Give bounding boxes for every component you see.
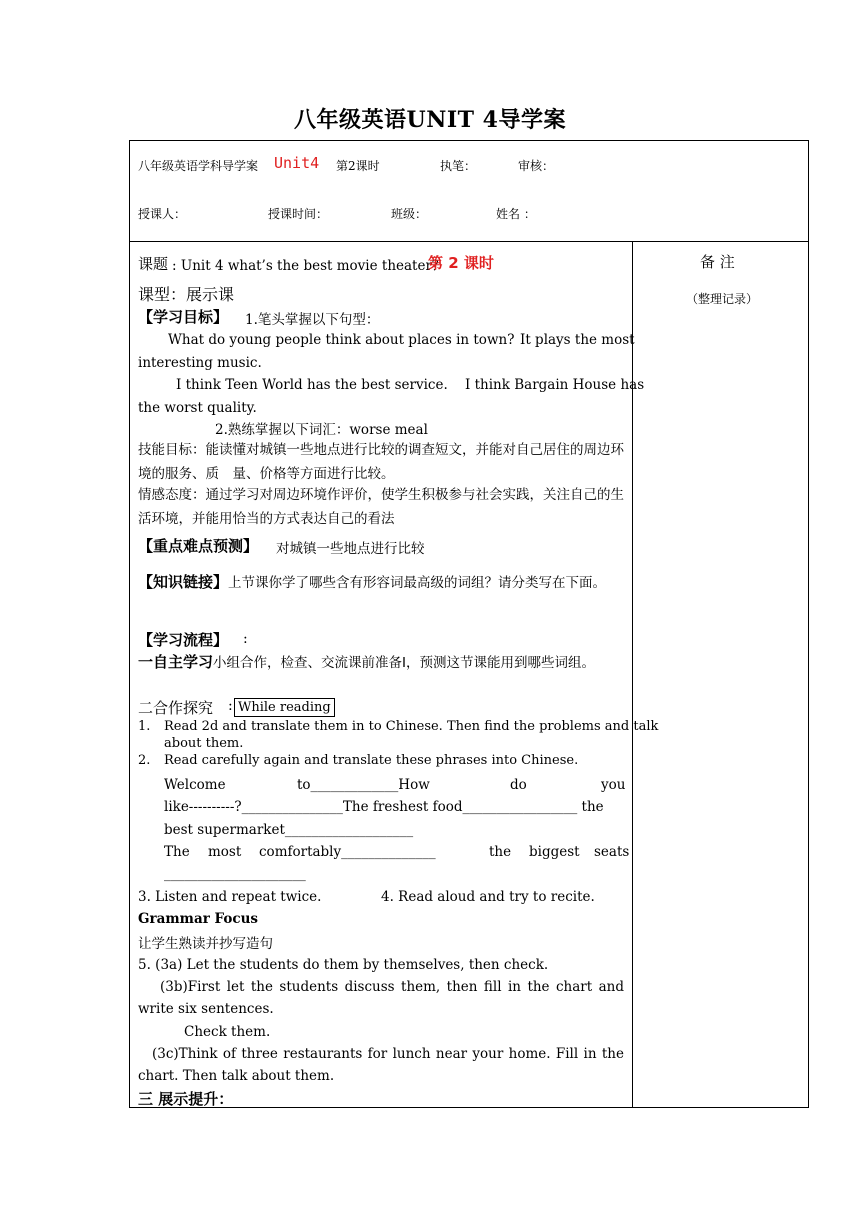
item1-cont: about them.: [164, 736, 244, 751]
item2-num: 2.: [138, 753, 151, 768]
remarks-title: 备 注: [700, 253, 735, 271]
phrase-seats: seats: [594, 844, 630, 860]
phrase-welcome: Welcome: [164, 777, 226, 793]
phrase-the2: the: [489, 844, 512, 860]
phrase-biggest: biggest: [529, 844, 580, 860]
header-writer: 执笔：: [440, 159, 477, 173]
phrase-you: you: [601, 777, 626, 793]
sentence-1b: It plays the most: [520, 332, 635, 348]
phrase-best: best supermarket___________________: [164, 822, 414, 838]
process-label: 【学习流程】: [138, 631, 229, 649]
while-reading-box: While reading: [234, 698, 335, 717]
sentence-2b: I think Bargain House has: [465, 377, 645, 393]
grammar-cn: 让学生熟读并抄写造句: [138, 936, 273, 952]
goal-label: 【学习目标】: [138, 308, 229, 326]
goal-1: 1.笔头掌握以下句型：: [245, 312, 380, 328]
header-reviewer: 审核：: [518, 159, 555, 173]
column-divider: [632, 241, 633, 1107]
sentence-1c: interesting music.: [138, 355, 262, 371]
phrase-comf: comfortably______________: [259, 844, 436, 860]
header-lesson: 第2课时: [336, 159, 380, 173]
coop-label: 二合作探究: [138, 699, 214, 717]
item4: 4. Read aloud and try to recite.: [381, 889, 595, 905]
header-divider: [130, 241, 808, 242]
coop-colon: :: [228, 698, 233, 714]
sentence-2a: I think Teen World has the best service.: [176, 377, 448, 393]
attitude-goal: 情感态度：通过学习对周边环境作评价，使学生积极参与社会实践，关注自己的生活环境，并能用恰当的方式表达自己的看法: [138, 487, 624, 527]
lesson-type: 课型：展示课: [138, 285, 235, 304]
item2-text: Read carefully again and translate these phrases into Chinese.: [164, 753, 579, 768]
header-unit: Unit4: [274, 154, 320, 172]
header-teacher: 授课人：: [138, 207, 187, 221]
phrase-like: like----------?_______________The freshest food_________________ the: [164, 799, 604, 815]
phrase-blank: _____________________: [164, 866, 306, 882]
header-class: 班级：: [391, 207, 428, 221]
process-colon: :: [243, 631, 248, 647]
self-study: [138, 650, 624, 675]
item-3c: (3c)Think of three restaurants for lunch near your home. Fill in the chart. Then talk about them.: [138, 1046, 624, 1084]
item-3b: (3b)First let the students discuss them, then fill in the chart and write six sentences.: [138, 979, 624, 1017]
topic-label: 课题: [138, 255, 169, 273]
phrase-most: most: [208, 844, 242, 860]
grammar-focus: Grammar Focus: [138, 911, 259, 927]
phrase-do: do: [510, 777, 527, 793]
sentence-1a: What do young people think about places in town?: [168, 332, 515, 348]
header-name: 姓名 ：: [496, 207, 536, 221]
key-label: 【重点难点预测】: [138, 537, 259, 555]
show-section: 三 展示提升：: [138, 1090, 234, 1108]
goal-2: 2.熟练掌握以下词汇：worse meal: [215, 422, 428, 438]
topic-text: : Unit 4 what’s the best movie theater？: [172, 258, 446, 274]
phrase-to: to_____________How: [297, 777, 430, 793]
item5: 5. (3a) Let the students do them by themselves, then check.: [138, 957, 549, 973]
phrase-the: The: [164, 844, 190, 860]
sentence-2c: the worst quality.: [138, 400, 257, 416]
item1-text: Read 2d and translate them in to Chinese. Then find the problems and talk: [164, 719, 659, 734]
link-label: 【知识链接】: [138, 573, 229, 591]
key-text: 对城镇一些地点进行比较: [276, 541, 425, 557]
knowledge-link: [138, 567, 624, 598]
self-text: 小组合作，检查、交流课前准备Ⅰ，预测这节课能用到哪些词组。: [213, 655, 595, 671]
link-text: 上节课你学了哪些含有形容词最高级的词组？请分类写在下面。: [228, 575, 607, 591]
topic-lesson: 第 2 课时: [428, 254, 494, 272]
document-title: 八年级英语UNIT 4导学案: [294, 107, 566, 133]
remarks-subtitle: （整理记录）: [686, 292, 759, 306]
header-time: 授课时间：: [268, 207, 329, 221]
check-them: Check them.: [184, 1024, 271, 1040]
item3: 3. Listen and repeat twice.: [138, 889, 322, 905]
item1-num: 1.: [138, 719, 151, 734]
header-subject: 八年级英语学科导学案: [138, 159, 259, 173]
self-label: 一自主学习: [138, 653, 214, 671]
skill-goal: 技能目标：能读懂对城镇一些地点进行比较的调查短文，并能对自己居住的周边环境的服务、质 量、价格等方面进行比较。: [138, 442, 624, 482]
